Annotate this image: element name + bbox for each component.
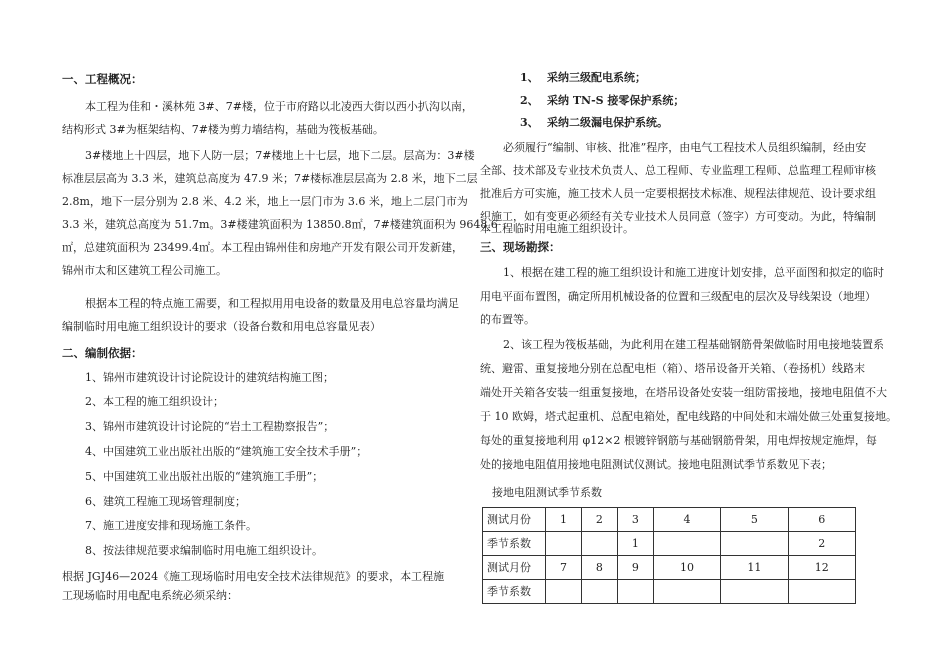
table-cell: 测试月份: [483, 508, 546, 532]
season-coefficient-table: [482, 507, 856, 604]
grounding-paragraph-line: 统、避雷、重复接地分别在总配电柜（箱）、塔吊设备开关箱、（卷扬机）线路末: [480, 362, 865, 375]
basis-item: 1、锦州市建筑设计讨论院设计的建筑结构施工图；: [85, 371, 334, 384]
overview-paragraph-line: 根据本工程的特点施工需要，和工程拟用用电设备的数量及用电总容量均满足: [85, 297, 459, 310]
overview-paragraph-line: 本工程为佳和・溪林苑 3#、7#楼，位于市府路以北凌西大街以西小扒沟以南，: [85, 100, 473, 113]
basis-item: 6、建筑工程施工现场管理制度；: [85, 495, 246, 508]
table-cell: 9: [617, 556, 653, 580]
procedure-paragraph-line: 全部、技术部及专业技术负责人、总工程师、专业监理工程师、总监理工程师审核: [480, 164, 876, 177]
system-item-number: 1、: [520, 71, 539, 84]
table-cell: 6: [788, 508, 855, 532]
table-cell: [581, 580, 617, 604]
table-cell: 1: [617, 532, 653, 556]
system-item-text: 采纳二级漏电保护系统。: [547, 116, 668, 129]
table-cell: 8: [581, 556, 617, 580]
table-row: [483, 580, 856, 604]
overview-paragraph-line: 锦州市太和区建筑工程公司施工。: [62, 264, 227, 277]
overview-paragraph-line: 结构形式 3#为框架结构、7#楼为剪力墙结构，基础为筏板基础。: [62, 123, 384, 136]
table-cell: 7: [546, 556, 582, 580]
procedure-paragraph-line: 本工程临时用电施工组织设计。: [480, 222, 634, 235]
system-item-text: 采纳三级配电系统；: [547, 71, 646, 84]
table-cell: [653, 532, 720, 556]
system-item-number: 3、: [520, 116, 539, 129]
grounding-paragraph-line: 端处开关箱各安装一组重复接地，在塔吊设备处安装一组防雷接地，接地电阻值不大: [480, 386, 887, 399]
basis-item: 3、锦州市建筑设计讨论院的“岩土工程勘察报告”；: [85, 420, 335, 433]
survey-paragraph-line: 1、根据在建工程的施工组织设计和施工进度计划安排，总平面图和拟定的临时: [503, 266, 884, 279]
grounding-paragraph-line: 2、该工程为筏板基础，为此利用在建工程基础钢筋骨架做临时用电接地装置系: [503, 338, 884, 351]
overview-paragraph-line: 3#楼地上十四层，地下人防一层；7#楼地上十七层，地下二层。层高为：3#楼: [85, 149, 475, 162]
overview-paragraph-line: 2.8m，地下一层分别为 2.8 米、4.2 米，地上一层门市为 3.6 米，地上二层门市为: [62, 195, 468, 208]
section-heading-basis: 二、编制依据：: [62, 346, 143, 360]
table-cell: [721, 580, 788, 604]
table-cell: 测试月份: [483, 556, 546, 580]
table-caption: 接地电阻测试季节系数: [492, 486, 602, 499]
table-cell: [788, 580, 855, 604]
basis-item: 7、施工进度安排和现场施工条件。: [85, 519, 257, 532]
table-cell: [581, 532, 617, 556]
procedure-paragraph-line: 批准后方可实施，施工技术人员一定要根据技术标准、规程法律规范、设计要求组: [480, 187, 876, 200]
overview-paragraph-line: 标准层层高为 3.3 米，建筑总高度为 47.9 米；7#楼标准层层高为 2.8 米，地下二层: [62, 172, 478, 185]
procedure-paragraph-line: 织施工，如有变更必须经有关专业技术人员同意（签字）方可变动。为此，特编制: [480, 210, 876, 223]
grounding-paragraph-line: 每处的重复接地利用 φ12×2 根镀锌钢筋与基础钢筋骨架，用电焊按规定施焊，每: [480, 434, 877, 447]
table-cell: 10: [653, 556, 720, 580]
table-cell: 季节系数: [483, 580, 546, 604]
system-item-number: 2、: [520, 94, 539, 107]
table-cell: 季节系数: [483, 532, 546, 556]
table-cell: 2: [788, 532, 855, 556]
requirement-paragraph-line: 工现场临时用电配电系统必须采纳：: [62, 589, 238, 602]
table-cell: 12: [788, 556, 855, 580]
survey-paragraph-line: 用电平面布置图，确定所用机械设备的位置和三级配电的层次及导线架设（地埋）: [480, 290, 876, 303]
overview-paragraph-line: 编制临时用电施工组织设计的要求（设备台数和用电总容量见表）: [62, 320, 381, 333]
table-row: [483, 556, 856, 580]
table-cell: 3: [617, 508, 653, 532]
basis-item: 4、中国建筑工业出版社出版的“建筑施工安全技术手册”；: [85, 445, 368, 458]
table-row: [483, 508, 856, 532]
table-cell: 2: [581, 508, 617, 532]
overview-paragraph-line: 3.3 米，建筑总高度为 51.7m。3#楼建筑面积为 13850.8㎡，7#楼建筑面积为 9648.6: [62, 218, 498, 231]
table-cell: 4: [653, 508, 720, 532]
table-cell: [617, 580, 653, 604]
table-cell: 11: [721, 556, 788, 580]
basis-item: 2、本工程的施工组织设计；: [85, 395, 224, 408]
section-heading-overview: 一、工程概况：: [62, 72, 143, 86]
section-heading-survey: 三、现场勘探：: [480, 240, 561, 254]
table-cell: [546, 580, 582, 604]
system-item-text: 采纳 TN-S 接零保护系统；: [547, 94, 685, 107]
table-cell: [721, 532, 788, 556]
survey-paragraph-line: 的布置等。: [480, 313, 535, 326]
procedure-paragraph-line: 必须履行“编制、审核、批准”程序，由电气工程技术人员组织编制，经由安: [503, 141, 867, 154]
table-cell: 1: [546, 508, 582, 532]
requirement-paragraph-line: 根据 JGJ46—2024《施工现场临时用电安全技术法律规范》的要求，本工程施: [62, 570, 445, 583]
table-cell: 5: [721, 508, 788, 532]
table-cell: [546, 532, 582, 556]
grounding-paragraph-line: 处的接地电阻值用接地电阻测试仪测试。接地电阻测试季节系数见下表；: [480, 458, 832, 471]
basis-item: 5、中国建筑工业出版社出版的“建筑施工手册”；: [85, 470, 324, 483]
overview-paragraph-line: ㎡，总建筑面积为 23499.4㎡。本工程由锦州佳和房地产开发有限公司开发新建，: [62, 241, 463, 254]
table-cell: [653, 580, 720, 604]
table-row: [483, 532, 856, 556]
basis-item: 8、按法律规范要求编制临时用电施工组织设计。: [85, 544, 323, 557]
grounding-paragraph-line: 于 10 欧姆，塔式起重机、总配电箱处，配电线路的中间处和末端处做三处重复接地。: [480, 410, 897, 423]
